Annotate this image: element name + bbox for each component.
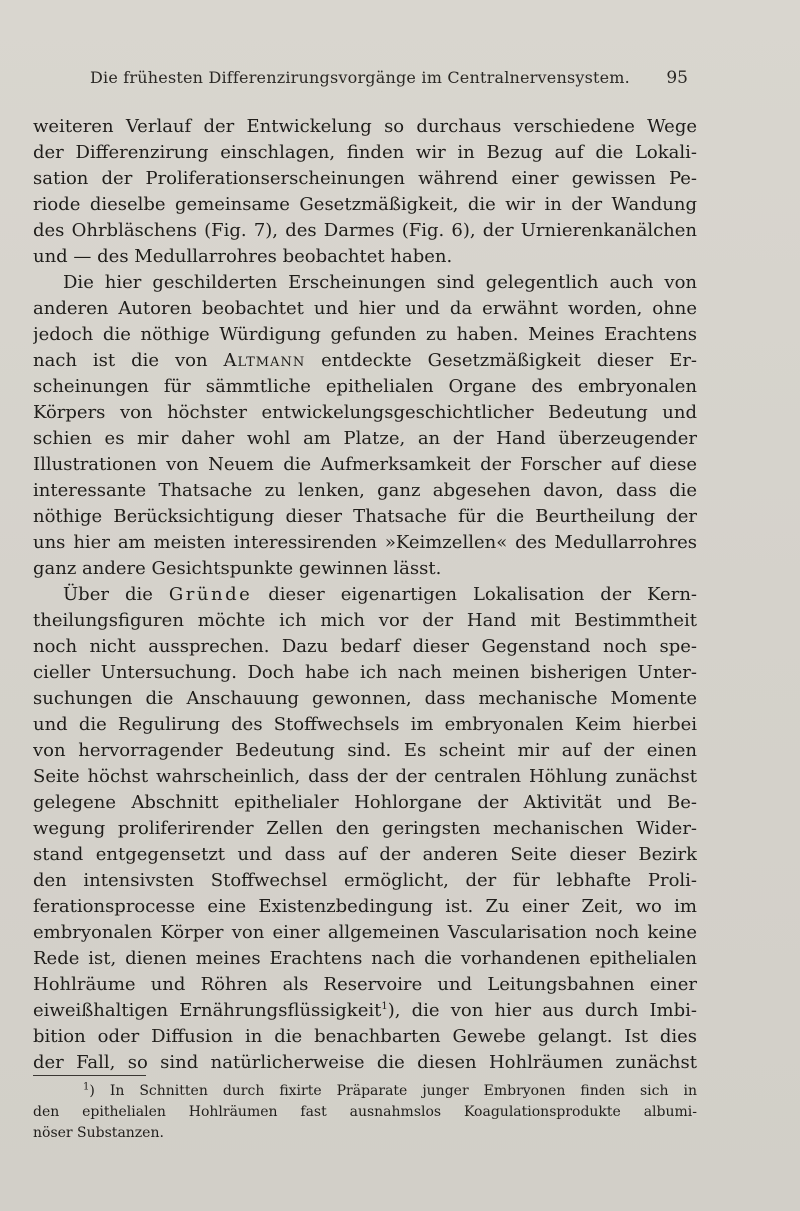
text-line: noch nicht aussprechen. Dazu bedarf dieser Gegenstand noch spe- [33,636,697,657]
text-line: der Fall, so sind natürlicherweise die diesen Hohlräumen zunächst [33,1052,697,1073]
text-line: nöthige Berücksichtigung dieser Thatsache für die Beurtheilung der [33,506,697,527]
text-line: interessante Thatsache zu lenken, ganz abgesehen davon, dass die [33,480,697,501]
author-name: Altmann [223,350,306,371]
text-line: uns hier am meisten interessirenden »Keimzellen« des Medullarrohres [33,532,697,553]
text-line [33,582,697,608]
footnote-line: den epithelialen Hohlräumen fast ausnahmslos Koagulationsprodukte albumi- [33,1104,697,1120]
text-line: weiteren Verlauf der Entwickelung so durchaus verschiedene Wege [33,116,697,137]
text-line: und die Regulirung des Stoffwechsels im embryonalen Keim hierbei [33,714,697,735]
footnote-line: nöser Substanzen. [33,1125,164,1141]
text-line: von hervorragender Bedeutung sind. Es scheint mir auf der einen [33,740,697,761]
text-line: suchungen die Anschauung gewonnen, dass mechanische Momente [33,688,697,709]
text-line: jedoch die nöthige Würdigung gefunden zu haben. Meines Erachtens [33,324,697,345]
text-line: embryonalen Körper von einer allgemeinen Vascularisation noch keine [33,922,697,943]
text-line: riode dieselbe gemeinsame Gesetzmäßigkeit, die wir in der Wandung [33,194,697,215]
text-line: Rede ist, dienen meines Erachtens nach die vorhandenen epithelialen [33,948,697,969]
text-fragment: entdeckte Gesetzmäßigkeit dieser Er- [321,350,697,371]
text-fragment: ), die von hier aus durch Imbi- [387,1000,697,1021]
text-line: Seite höchst wahrscheinlich, dass der der centralen Höhlung zunächst [33,766,697,787]
footnote [33,1081,697,1144]
text-line: und — des Medullarrohres beobachtet haben. [33,246,453,267]
text-line: der Differenzirung einschlagen, finden wir in Bezug auf die Lokali- [33,142,697,163]
text-line: wegung proliferirender Zellen den geringsten mechanischen Wider- [33,818,697,839]
spaced-word: Gründe [168,584,253,605]
page-number: 95 [666,68,688,88]
text-line: des Ohrbläschens (Fig. 7), des Darmes (Fig. 6), der Urnierenkanälchen [33,220,697,241]
text-line: Hohlräume und Röhren als Reservoire und Leitungsbahnen einer [33,974,697,995]
text-fragment: eiweißhaltigen Ernährungsflüssigkeit [33,1000,382,1021]
running-head [90,68,690,94]
text-line: ferationsprocesse eine Existenzbedingung ist. Zu einer Zeit, wo im [33,896,697,917]
text-fragment: ) In Schnitten durch fixirte Präparate junger Embryonen finden sich in [89,1083,697,1099]
text-fragment: nach ist die von [33,350,208,371]
text-line: anderen Autoren beobachtet und hier und da erwähnt worden, ohne [33,298,697,319]
text-line: scheinungen für sämmtliche epithelialen Organe des embryonalen [33,376,697,397]
text-line: ganz andere Gesichtspunkte gewinnen lässt. [33,558,442,579]
text-line: Körpers von höchster entwickelungsgeschichtlicher Bedeutung und [33,402,697,423]
text-line: cieller Untersuchung. Doch habe ich nach meinen bisherigen Unter- [33,662,697,683]
text-line: den intensivsten Stoffwechsel ermöglicht, der für lebhafte Proli- [33,870,697,891]
text-fragment: Über die [63,584,153,605]
text-line: gelegene Abschnitt epithelialer Hohlorgane der Aktivität und Be- [33,792,697,813]
footnote-rule [33,1075,146,1076]
text-line: stand entgegensetzt und dass auf der anderen Seite dieser Bezirk [33,844,697,865]
text-fragment: dieser eigenartigen Lokalisation der Kern- [268,584,697,605]
text-line: Illustrationen von Neuem die Aufmerksamkeit der Forscher auf diese [33,454,697,475]
running-head-title: Die frühesten Differenzirungsvorgänge im Centralnervensystem. [90,68,630,87]
body-text [33,114,697,1076]
text-line [33,998,697,1024]
footnote-marker: 1 [83,1081,90,1093]
footnote-reference: 1 [381,1001,388,1012]
text-line: Die hier geschilderten Erscheinungen sind gelegentlich auch von [63,272,697,293]
text-line: sation der Proliferationserscheinungen während einer gewissen Pe- [33,168,697,189]
text-line [33,348,697,374]
text-line: bition oder Diffusion in die benachbarten Gewebe gelangt. Ist dies [33,1026,697,1047]
text-line: schien es mir daher wohl am Platze, an der Hand überzeugender [33,428,697,449]
text-line: theilungsfiguren möchte ich mich vor der Hand mit Bestimmtheit [33,610,697,631]
footnote-line [33,1081,697,1102]
